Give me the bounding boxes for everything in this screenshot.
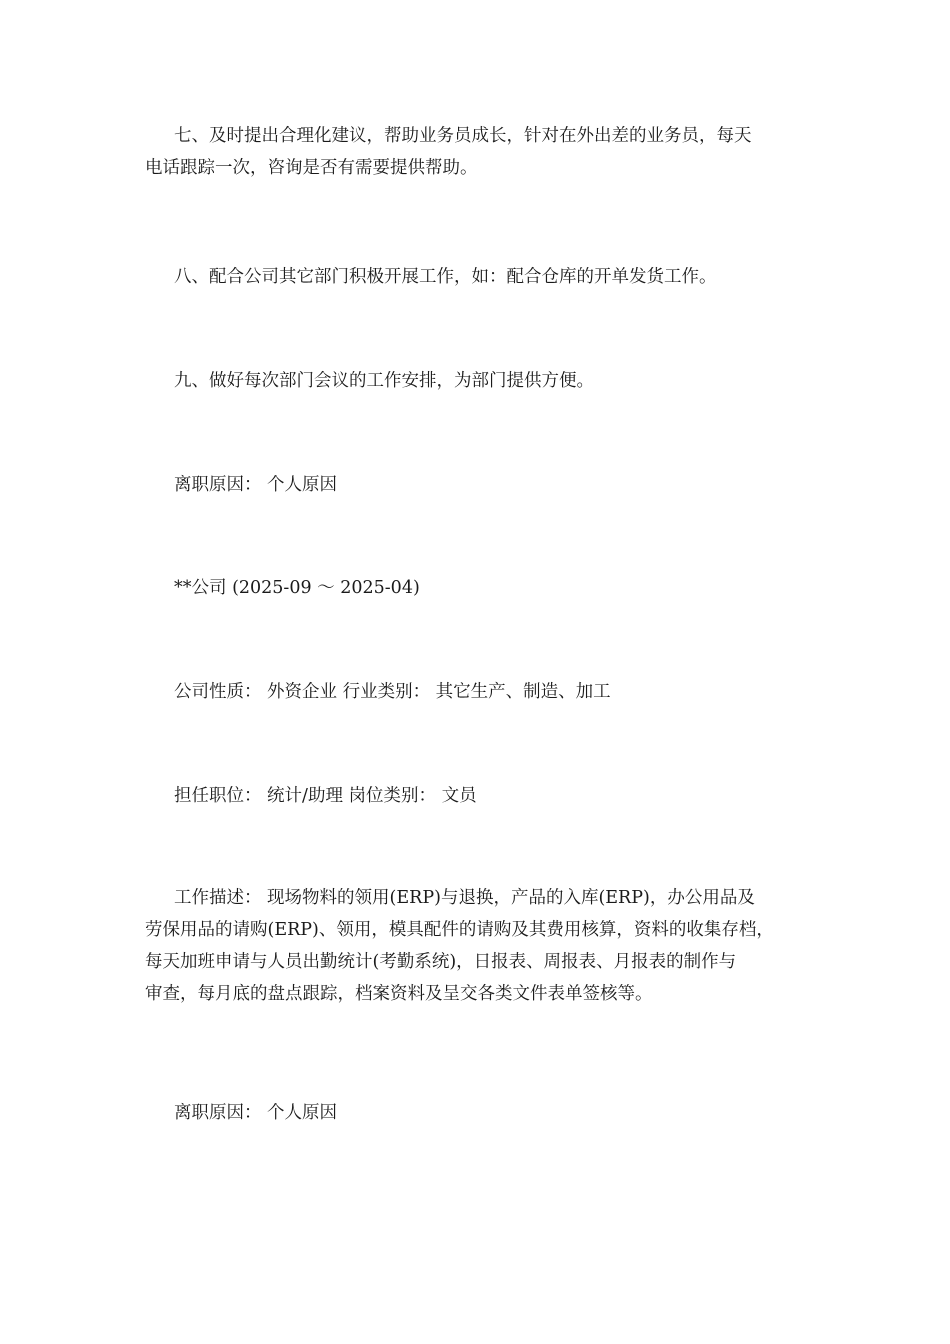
paragraph-item-8 [145,261,810,293]
company-header [145,572,810,604]
company-nature-text: 公司性质： 外资企业 行业类别： 其它生产、制造、加工 [174,682,611,702]
leave-reason-2 [145,1097,810,1129]
paragraph-item-9 [145,365,810,397]
paragraph-item-7 [145,120,810,184]
item-9-text: 九、做好每次部门会议的工作安排，为部门提供方便。 [174,371,594,391]
job-description-line-1: 工作描述： 现场物料的领用(ERP)与退换，产品的入库(ERP)，办公用品及 [174,888,755,908]
job-description [145,882,810,1010]
leave-reason-2-text: 离职原因： 个人原因 [174,1103,338,1123]
item-8-text: 八、配合公司其它部门积极开展工作，如：配合仓库的开单发货工作。 [174,267,717,287]
leave-reason-1-text: 离职原因： 个人原因 [174,475,338,495]
company-header-text: **公司 (2025-09 ～ 2025-04) [174,578,420,598]
position-info-text: 担任职位： 统计/助理 岗位类别： 文员 [174,786,477,806]
item-7-line-2: 电话跟踪一次，咨询是否有需要提供帮助。 [145,158,478,178]
job-description-line-4: 审查，每月底的盘点跟踪，档案资料及呈交各类文件表单签核等。 [145,984,653,1004]
leave-reason-1 [145,469,810,501]
position-info [145,780,810,812]
job-description-line-2: 劳保用品的请购(ERP)、领用，模具配件的请购及其费用核算，资料的收集存档， [145,920,774,940]
item-7-line-1: 七、及时提出合理化建议，帮助业务员成长，针对在外出差的业务员，每天 [174,126,752,146]
company-nature [145,676,810,708]
job-description-line-3: 每天加班申请与人员出勤统计(考勤系统)，日报表、周报表、月报表的制作与 [145,952,737,972]
